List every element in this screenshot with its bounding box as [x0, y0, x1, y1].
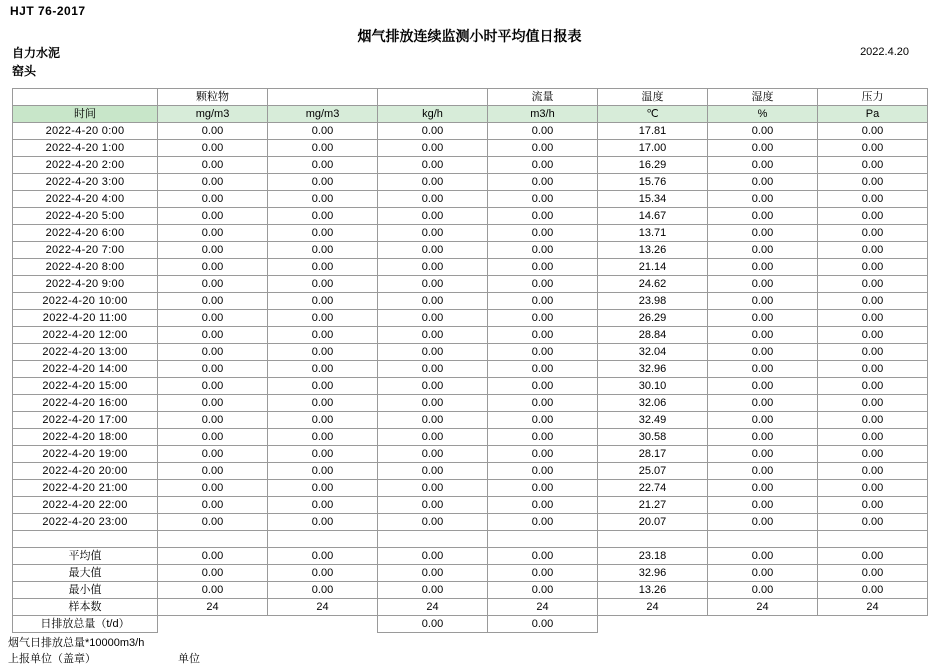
cell-value-5: 26.29 [598, 310, 708, 327]
cell-value-1: 0.00 [158, 174, 268, 191]
cell-value-5: 24.62 [598, 276, 708, 293]
cell-value-7: 0.00 [818, 191, 928, 208]
summary-value-4: 0.00 [488, 582, 598, 599]
cell-value-6: 0.00 [708, 412, 818, 429]
cell-value-2: 0.00 [268, 463, 378, 480]
cell-value-2: 0.00 [268, 327, 378, 344]
unit-cell-4: m3/h [488, 106, 598, 123]
unit-cell-7: Pa [818, 106, 928, 123]
cell-value-4: 0.00 [488, 276, 598, 293]
cell-value-4: 0.00 [488, 310, 598, 327]
cell-value-5: 20.07 [598, 514, 708, 531]
summary-row [13, 548, 928, 565]
daily-total-value-4: 0.00 [488, 616, 598, 633]
cell-value-3: 0.00 [378, 514, 488, 531]
cell-value-4: 0.00 [488, 157, 598, 174]
cell-value-2: 0.00 [268, 242, 378, 259]
cell-value-6: 0.00 [708, 242, 818, 259]
cell-value-3: 0.00 [378, 293, 488, 310]
cell-value-2: 0.00 [268, 293, 378, 310]
summary-value-6: 0.00 [708, 548, 818, 565]
summary-value-2: 0.00 [268, 565, 378, 582]
cell-value-4: 0.00 [488, 242, 598, 259]
table-row [13, 259, 928, 276]
cell-value-4: 0.00 [488, 361, 598, 378]
cell-time: 2022-4-20 3:00 [13, 174, 158, 191]
cell-value-2: 0.00 [268, 191, 378, 208]
cell-value-5: 15.76 [598, 174, 708, 191]
table-row [13, 378, 928, 395]
summary-value-3: 24 [378, 599, 488, 616]
cell-value-3: 0.00 [378, 157, 488, 174]
cell-value-1: 0.00 [158, 242, 268, 259]
report-date: 2022.4.20 [860, 46, 909, 58]
spacer-cell [598, 531, 708, 548]
cell-value-4: 0.00 [488, 514, 598, 531]
cell-value-6: 0.00 [708, 208, 818, 225]
cell-value-7: 0.00 [818, 361, 928, 378]
summary-value-5: 23.18 [598, 548, 708, 565]
table-row [13, 412, 928, 429]
cell-value-3: 0.00 [378, 361, 488, 378]
cell-value-4: 0.00 [488, 327, 598, 344]
company-name: 自力水泥 [12, 46, 61, 60]
table-row [13, 344, 928, 361]
cell-value-1: 0.00 [158, 123, 268, 140]
cell-value-2: 0.00 [268, 208, 378, 225]
cell-time: 2022-4-20 13:00 [13, 344, 158, 361]
cell-value-1: 0.00 [158, 327, 268, 344]
footer-unit-label: 单位 [178, 653, 200, 665]
cell-value-1: 0.00 [158, 446, 268, 463]
footer-note-total: 烟气日排放总量*10000m3/h [8, 637, 145, 649]
summary-value-3: 0.00 [378, 565, 488, 582]
cell-value-4: 0.00 [488, 140, 598, 157]
summary-value-2: 24 [268, 599, 378, 616]
cell-value-3: 0.00 [378, 395, 488, 412]
cell-value-6: 0.00 [708, 174, 818, 191]
footer-note-reporting-unit: 上报单位（盖章） [8, 653, 96, 665]
cell-value-4: 0.00 [488, 412, 598, 429]
cell-value-4: 0.00 [488, 429, 598, 446]
spacer-cell [268, 531, 378, 548]
table-row [13, 276, 928, 293]
cell-value-2: 0.00 [268, 140, 378, 157]
cell-value-5: 17.00 [598, 140, 708, 157]
table-header-row [13, 89, 928, 106]
cell-time: 2022-4-20 5:00 [13, 208, 158, 225]
cell-value-7: 0.00 [818, 463, 928, 480]
cell-time: 2022-4-20 16:00 [13, 395, 158, 412]
cell-time: 2022-4-20 18:00 [13, 429, 158, 446]
cell-value-5: 28.84 [598, 327, 708, 344]
cell-value-7: 0.00 [818, 276, 928, 293]
cell-value-3: 0.00 [378, 429, 488, 446]
cell-value-3: 0.00 [378, 259, 488, 276]
cell-value-3: 0.00 [378, 480, 488, 497]
cell-value-6: 0.00 [708, 310, 818, 327]
cell-value-5: 21.14 [598, 259, 708, 276]
cell-value-6: 0.00 [708, 293, 818, 310]
spacer-cell [378, 531, 488, 548]
cell-value-5: 21.27 [598, 497, 708, 514]
cell-value-1: 0.00 [158, 310, 268, 327]
table-row [13, 514, 928, 531]
cell-value-6: 0.00 [708, 191, 818, 208]
cell-value-5: 32.06 [598, 395, 708, 412]
table-row [13, 463, 928, 480]
unit-cell-6: % [708, 106, 818, 123]
summary-value-4: 0.00 [488, 565, 598, 582]
summary-label: 平均值 [13, 548, 158, 565]
emissions-table [12, 88, 928, 633]
cell-value-5: 32.49 [598, 412, 708, 429]
cell-value-2: 0.00 [268, 429, 378, 446]
cell-value-1: 0.00 [158, 344, 268, 361]
cell-value-7: 0.00 [818, 446, 928, 463]
source-unit-name: 窑头 [12, 64, 37, 78]
summary-value-6: 24 [708, 599, 818, 616]
summary-row [13, 582, 928, 599]
cell-value-4: 0.00 [488, 259, 598, 276]
summary-value-5: 13.26 [598, 582, 708, 599]
cell-value-1: 0.00 [158, 378, 268, 395]
cell-value-7: 0.00 [818, 225, 928, 242]
header-cell-temperature: 温度 [598, 89, 708, 106]
cell-value-2: 0.00 [268, 225, 378, 242]
summary-label: 最小值 [13, 582, 158, 599]
unit-cell-3: kg/h [378, 106, 488, 123]
table-row [13, 497, 928, 514]
cell-value-6: 0.00 [708, 344, 818, 361]
cell-value-6: 0.00 [708, 514, 818, 531]
cell-value-5: 32.04 [598, 344, 708, 361]
table-row [13, 327, 928, 344]
unit-cell-2: mg/m3 [268, 106, 378, 123]
cell-time: 2022-4-20 0:00 [13, 123, 158, 140]
cell-value-7: 0.00 [818, 208, 928, 225]
spacer-cell [818, 531, 928, 548]
table-row [13, 208, 928, 225]
table-row [13, 480, 928, 497]
cell-value-1: 0.00 [158, 208, 268, 225]
cell-value-7: 0.00 [818, 480, 928, 497]
table-row [13, 174, 928, 191]
cell-value-2: 0.00 [268, 395, 378, 412]
cell-value-6: 0.00 [708, 140, 818, 157]
summary-label: 最大值 [13, 565, 158, 582]
summary-value-5: 24 [598, 599, 708, 616]
summary-row [13, 599, 928, 616]
cell-time: 2022-4-20 8:00 [13, 259, 158, 276]
table-unit-row [13, 106, 928, 123]
cell-value-6: 0.00 [708, 463, 818, 480]
cell-value-7: 0.00 [818, 344, 928, 361]
cell-value-7: 0.00 [818, 293, 928, 310]
cell-value-6: 0.00 [708, 361, 818, 378]
spacer-cell [13, 531, 158, 548]
cell-value-5: 13.71 [598, 225, 708, 242]
cell-value-7: 0.00 [818, 123, 928, 140]
cell-time: 2022-4-20 15:00 [13, 378, 158, 395]
cell-value-5: 30.10 [598, 378, 708, 395]
cell-value-1: 0.00 [158, 293, 268, 310]
summary-value-3: 0.00 [378, 548, 488, 565]
cell-value-2: 0.00 [268, 157, 378, 174]
cell-value-3: 0.00 [378, 123, 488, 140]
cell-value-3: 0.00 [378, 310, 488, 327]
daily-total-value-5 [598, 616, 708, 633]
daily-total-value-7 [818, 616, 928, 633]
cell-value-3: 0.00 [378, 225, 488, 242]
cell-value-3: 0.00 [378, 242, 488, 259]
table-row [13, 361, 928, 378]
cell-value-5: 13.26 [598, 242, 708, 259]
daily-total-label: 日排放总量（t/d） [13, 616, 158, 633]
cell-value-2: 0.00 [268, 497, 378, 514]
cell-time: 2022-4-20 17:00 [13, 412, 158, 429]
cell-value-1: 0.00 [158, 157, 268, 174]
cell-value-4: 0.00 [488, 497, 598, 514]
header-cell-pressure: 压力 [818, 89, 928, 106]
cell-value-3: 0.00 [378, 378, 488, 395]
standard-code: HJT 76-2017 [10, 4, 86, 18]
cell-value-5: 25.07 [598, 463, 708, 480]
spacer-cell [708, 531, 818, 548]
cell-value-2: 0.00 [268, 480, 378, 497]
cell-value-1: 0.00 [158, 480, 268, 497]
cell-value-7: 0.00 [818, 140, 928, 157]
cell-value-7: 0.00 [818, 157, 928, 174]
summary-value-7: 0.00 [818, 582, 928, 599]
cell-value-3: 0.00 [378, 344, 488, 361]
table-row [13, 310, 928, 327]
cell-value-6: 0.00 [708, 378, 818, 395]
cell-value-2: 0.00 [268, 361, 378, 378]
cell-value-5: 15.34 [598, 191, 708, 208]
cell-value-6: 0.00 [708, 276, 818, 293]
daily-total-value-2 [268, 616, 378, 633]
cell-value-7: 0.00 [818, 395, 928, 412]
cell-value-1: 0.00 [158, 497, 268, 514]
cell-value-4: 0.00 [488, 225, 598, 242]
cell-time: 2022-4-20 9:00 [13, 276, 158, 293]
cell-value-5: 23.98 [598, 293, 708, 310]
cell-value-7: 0.00 [818, 174, 928, 191]
cell-value-1: 0.00 [158, 140, 268, 157]
table-row [13, 140, 928, 157]
cell-value-4: 0.00 [488, 293, 598, 310]
cell-value-3: 0.00 [378, 497, 488, 514]
cell-value-5: 32.96 [598, 361, 708, 378]
cell-value-4: 0.00 [488, 344, 598, 361]
cell-value-3: 0.00 [378, 208, 488, 225]
cell-value-4: 0.00 [488, 463, 598, 480]
cell-value-6: 0.00 [708, 123, 818, 140]
cell-value-4: 0.00 [488, 378, 598, 395]
cell-value-4: 0.00 [488, 123, 598, 140]
cell-value-3: 0.00 [378, 463, 488, 480]
summary-value-4: 0.00 [488, 548, 598, 565]
cell-time: 2022-4-20 19:00 [13, 446, 158, 463]
cell-time: 2022-4-20 20:00 [13, 463, 158, 480]
cell-time: 2022-4-20 11:00 [13, 310, 158, 327]
cell-value-7: 0.00 [818, 242, 928, 259]
cell-value-5: 16.29 [598, 157, 708, 174]
cell-value-2: 0.00 [268, 276, 378, 293]
cell-time: 2022-4-20 6:00 [13, 225, 158, 242]
spacer-cell [158, 531, 268, 548]
cell-time: 2022-4-20 10:00 [13, 293, 158, 310]
unit-cell-time: 时间 [13, 106, 158, 123]
cell-value-2: 0.00 [268, 259, 378, 276]
header-cell-humidity: 湿度 [708, 89, 818, 106]
summary-value-7: 0.00 [818, 565, 928, 582]
cell-value-5: 28.17 [598, 446, 708, 463]
cell-value-3: 0.00 [378, 174, 488, 191]
cell-value-2: 0.00 [268, 446, 378, 463]
table-row [13, 395, 928, 412]
cell-time: 2022-4-20 14:00 [13, 361, 158, 378]
cell-value-1: 0.00 [158, 412, 268, 429]
cell-value-2: 0.00 [268, 123, 378, 140]
cell-value-4: 0.00 [488, 174, 598, 191]
summary-value-3: 0.00 [378, 582, 488, 599]
unit-cell-1: mg/m3 [158, 106, 268, 123]
cell-value-1: 0.00 [158, 361, 268, 378]
cell-value-6: 0.00 [708, 446, 818, 463]
summary-value-4: 24 [488, 599, 598, 616]
cell-value-1: 0.00 [158, 276, 268, 293]
summary-value-1: 24 [158, 599, 268, 616]
summary-value-1: 0.00 [158, 582, 268, 599]
cell-time: 2022-4-20 4:00 [13, 191, 158, 208]
cell-value-6: 0.00 [708, 480, 818, 497]
cell-value-2: 0.00 [268, 310, 378, 327]
cell-value-3: 0.00 [378, 191, 488, 208]
cell-value-5: 22.74 [598, 480, 708, 497]
unit-cell-5: ℃ [598, 106, 708, 123]
cell-time: 2022-4-20 2:00 [13, 157, 158, 174]
cell-value-1: 0.00 [158, 463, 268, 480]
header-cell-time [13, 89, 158, 106]
cell-value-1: 0.00 [158, 429, 268, 446]
cell-value-7: 0.00 [818, 412, 928, 429]
summary-value-1: 0.00 [158, 548, 268, 565]
table-row [13, 191, 928, 208]
cell-value-3: 0.00 [378, 140, 488, 157]
table-row [13, 123, 928, 140]
cell-value-2: 0.00 [268, 514, 378, 531]
cell-value-6: 0.00 [708, 157, 818, 174]
daily-total-row [13, 616, 928, 633]
cell-value-6: 0.00 [708, 225, 818, 242]
cell-value-5: 14.67 [598, 208, 708, 225]
cell-value-6: 0.00 [708, 259, 818, 276]
table-row [13, 446, 928, 463]
cell-time: 2022-4-20 12:00 [13, 327, 158, 344]
cell-value-6: 0.00 [708, 497, 818, 514]
header-cell-pm: 颗粒物 [158, 89, 268, 106]
cell-value-1: 0.00 [158, 225, 268, 242]
cell-value-2: 0.00 [268, 344, 378, 361]
spacer-cell [488, 531, 598, 548]
cell-value-3: 0.00 [378, 276, 488, 293]
header-cell-flow: 流量 [488, 89, 598, 106]
summary-value-2: 0.00 [268, 548, 378, 565]
summary-value-7: 24 [818, 599, 928, 616]
cell-value-3: 0.00 [378, 446, 488, 463]
cell-value-2: 0.00 [268, 174, 378, 191]
cell-value-2: 0.00 [268, 378, 378, 395]
cell-value-1: 0.00 [158, 191, 268, 208]
page-title: 烟气排放连续监测小时平均值日报表 [357, 28, 582, 44]
cell-value-6: 0.00 [708, 429, 818, 446]
summary-value-1: 0.00 [158, 565, 268, 582]
table-row [13, 242, 928, 259]
summary-value-6: 0.00 [708, 582, 818, 599]
cell-value-7: 0.00 [818, 327, 928, 344]
cell-value-7: 0.00 [818, 378, 928, 395]
daily-total-value-3: 0.00 [378, 616, 488, 633]
cell-time: 2022-4-20 7:00 [13, 242, 158, 259]
cell-value-3: 0.00 [378, 412, 488, 429]
cell-value-2: 0.00 [268, 412, 378, 429]
cell-time: 2022-4-20 1:00 [13, 140, 158, 157]
cell-value-4: 0.00 [488, 446, 598, 463]
table-row [13, 429, 928, 446]
cell-value-7: 0.00 [818, 497, 928, 514]
table-row [13, 293, 928, 310]
header-cell-3 [378, 89, 488, 106]
cell-value-1: 0.00 [158, 395, 268, 412]
spacer-row [13, 531, 928, 548]
cell-value-3: 0.00 [378, 327, 488, 344]
cell-value-4: 0.00 [488, 191, 598, 208]
daily-total-value-6 [708, 616, 818, 633]
cell-value-7: 0.00 [818, 429, 928, 446]
cell-value-5: 17.81 [598, 123, 708, 140]
cell-value-7: 0.00 [818, 310, 928, 327]
table-row [13, 225, 928, 242]
header-cell-2 [268, 89, 378, 106]
cell-value-4: 0.00 [488, 480, 598, 497]
summary-row [13, 565, 928, 582]
table-row [13, 157, 928, 174]
cell-value-4: 0.00 [488, 395, 598, 412]
cell-value-7: 0.00 [818, 514, 928, 531]
cell-value-4: 0.00 [488, 208, 598, 225]
cell-value-1: 0.00 [158, 259, 268, 276]
daily-total-value-1 [158, 616, 268, 633]
cell-time: 2022-4-20 22:00 [13, 497, 158, 514]
summary-value-5: 32.96 [598, 565, 708, 582]
summary-value-6: 0.00 [708, 565, 818, 582]
cell-value-5: 30.58 [598, 429, 708, 446]
summary-value-2: 0.00 [268, 582, 378, 599]
summary-value-7: 0.00 [818, 548, 928, 565]
cell-value-1: 0.00 [158, 514, 268, 531]
cell-value-6: 0.00 [708, 395, 818, 412]
cell-value-7: 0.00 [818, 259, 928, 276]
cell-time: 2022-4-20 23:00 [13, 514, 158, 531]
cell-time: 2022-4-20 21:00 [13, 480, 158, 497]
summary-label: 样本数 [13, 599, 158, 616]
cell-value-6: 0.00 [708, 327, 818, 344]
